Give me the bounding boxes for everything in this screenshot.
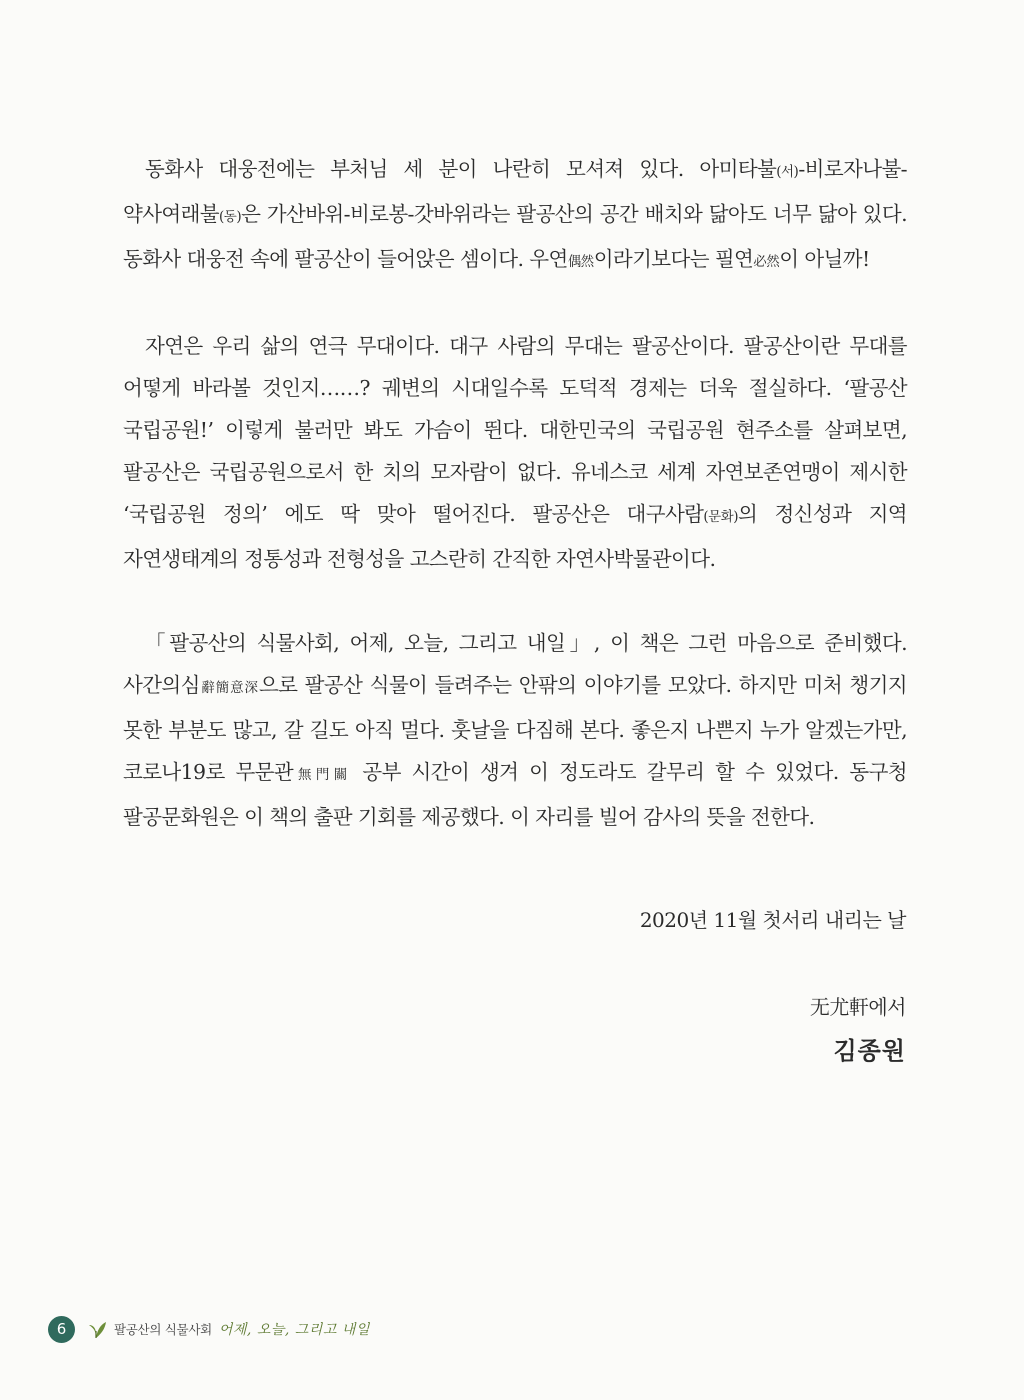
paragraph-text: 공부 시간이 생겨 이 정도라도 갈무리 할 수 있었다. 동구청 팔공문화원은 이 책의 출판 기회를 제공했다. 이 자리를 빌어 감사의 뜻을 전한다. (123, 760, 908, 829)
annotation-text: (문화) (703, 509, 738, 525)
signature-date: 2020년 11월 첫서리 내리는 날 (639, 908, 906, 932)
paragraph-text: 의 정신성과 지역 자연생태계의 정통성과 전형성을 고스란히 간직한 자연사박물관이다. (123, 502, 907, 571)
signature-author: 김종원 (833, 1036, 906, 1065)
leaf-sprout-icon (85, 1319, 107, 1339)
footer-book-subtitle: 어제, 오늘, 그리고 내일 (218, 1322, 370, 1338)
paragraph-1 (123, 148, 907, 283)
paragraph-text: 으로 팔공산 식물이 들려주는 안팎의 이야기를 모았다. 하지만 미처 챙기지 못한 부분도 많고, 갈 길도 아직 멀다. 훗날을 다짐해 본다. 좋은지 나쁜지 누가 알겠는가만, 코로나19로 무문관 (123, 673, 907, 784)
paragraph-text: 동화사 대웅전에는 부처님 세 분이 나란히 모셔져 있다. 아미타불 (145, 157, 777, 181)
paragraph-text: 「팔공산의 식물사회, 어제, 오늘, 그리고 내일」, 이 책은 그런 마음으로 준비했다. 사간의심 (123, 631, 907, 697)
annotation-text: 偶然 (567, 254, 594, 270)
preface-body (123, 148, 907, 838)
signature-place: 无尤軒에서 (809, 995, 906, 1019)
annotation-text: 無門關 (293, 767, 352, 783)
page-number-badge: 6 (48, 1316, 75, 1343)
paragraph-text: 은 가산바위-비로봉-갓바위라는 팔공산의 공간 배치와 닮아도 너무 닮아 있다. 동화사 대웅전 속에 팔공산이 들어앉은 셈이다. 우연 (123, 202, 907, 271)
footer-book-title: 팔공산의 식물사회 (114, 1322, 212, 1337)
paragraph-2 (123, 325, 907, 580)
annotation-text: 必然 (753, 254, 780, 270)
page-footer (48, 1315, 370, 1343)
paragraph-text: 이라기보다는 필연 (593, 247, 754, 271)
paragraph-3 (123, 622, 907, 838)
annotation-text: (서) (776, 164, 799, 180)
paragraph-text: 이 아닐까! (779, 247, 870, 271)
annotation-text: 辭簡意深 (199, 680, 259, 696)
paragraph-text: -비로자나불-약사여래불 (123, 157, 907, 226)
annotation-text: (동) (219, 209, 242, 225)
paragraph-text: 자연은 우리 삶의 연극 무대이다. 대구 사람의 무대는 팔공산이다. 팔공산이란 무대를 어떻게 바라볼 것인지……? 궤변의 시대일수록 도덕적 경제는 더욱 절실하다. ‘팔공산 국립공원!’ 이렇게 불러만 봐도 가슴이 뛴다. 대한민국의 국립공원 현주소를 살펴보면, 팔공산은 국립공원으로서 한 치의 모자람이 없다. 유네스코 세계 자연보존연맹이 제시한 ‘국립공원 정의’ 에도 딱 맞아 떨어진다. 팔공산은 대구사람 (123, 334, 907, 526)
